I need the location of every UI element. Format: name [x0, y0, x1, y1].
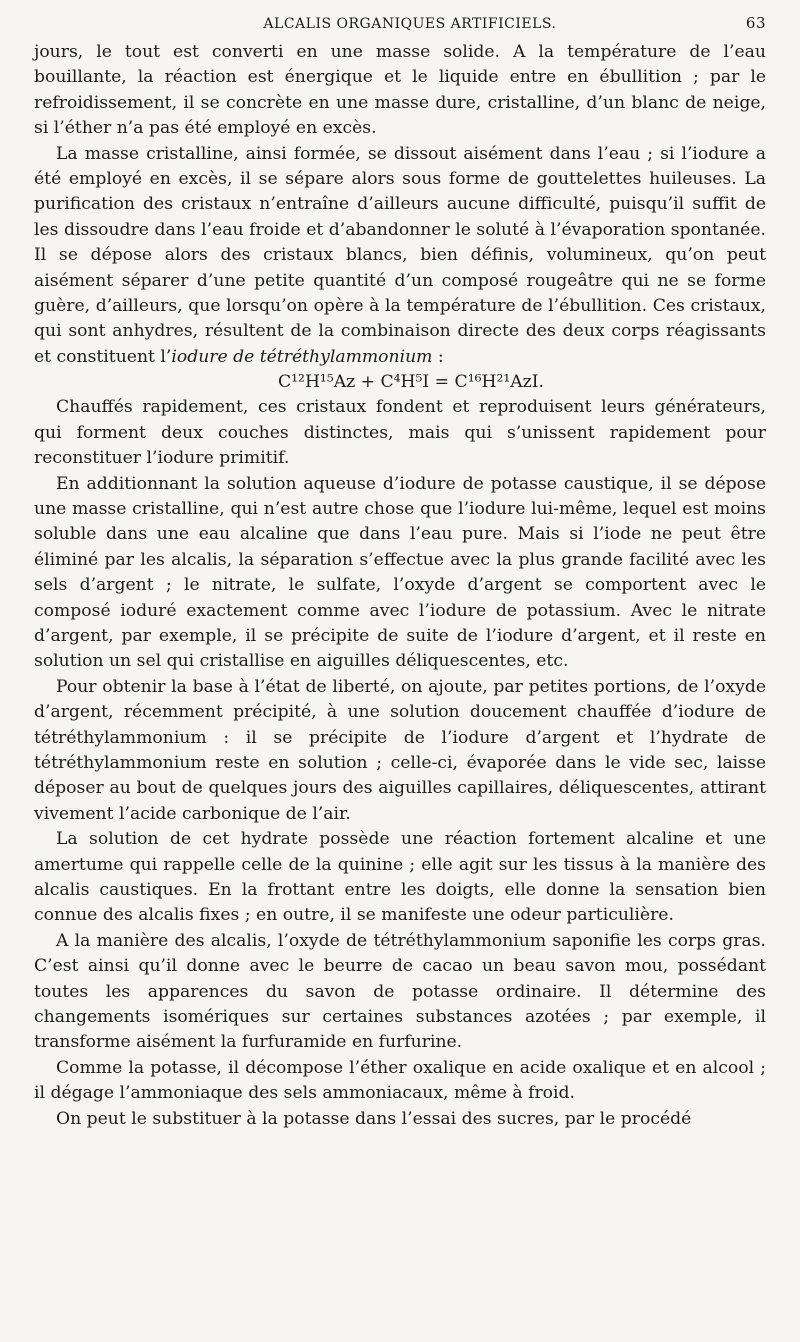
paragraph-oxalic: Comme la potasse, il décompose l’éther oxalique en acide oxalique et en alcool ; il dégage l’ammoniaque des sels ammoniacaux, même à froid. [34, 1057, 766, 1104]
paragraph-potash: En additionnant la solution aqueuse d’iodure de potasse caustique, il se dépose une masse cristalline, qui n’est autre chose que l’iodure lui-même, lequel est moins soluble dans une eau alcaline que dans l’eau pure. Mais si l’iode ne peut être éliminé par les alcalis, la séparation s’effectue avec la plus grande facilité avec les sels d’argent ; le nitrate, le sulfate, l’oxyde d’argent se comportent avec le composé ioduré exactement comme avec l’iodure de potassium. Avec le nitrate d’argent, par exemple, il se précipite de suite de l’iodure d’argent, et il reste en solution un sel qui cristallise en aiguilles déliquescentes, etc. [34, 473, 766, 672]
page-body [34, 40, 766, 1132]
running-header [34, 14, 766, 38]
paragraph-end: : [432, 346, 444, 367]
paragraph-free-base: Pour obtenir la base à l’état de liberté, on ajoute, par petites portions, de l’oxyde d’argent, récemment précipité, à une solution doucement chauffée d’iodure de tétréthylammonium : il se précipite de l’iodure d’argent et l’hydrate de tétréthylammonium reste en solution ; celle-ci, évaporée dans le vide sec, laisse déposer au bout de quelques jours des aiguilles capillaires, déliquescentes, attirant vivement l’acide carbonique de l’air. [34, 676, 766, 824]
chemical-formula: C¹²H¹⁵Az + C⁴H⁵I = C¹⁶H²¹AzI. [278, 372, 544, 393]
paragraph-alkaline: La solution de cet hydrate possède une réaction fortement alcaline et une amertume qui rappelle celle de la quinine ; elle agit sur les tissus à la manière des alcalis caustiques. En la frottant entre les doigts, elle donne la sensation bien connue des alcalis fixes ; en outre, il se manifeste une odeur particulière. [34, 829, 766, 926]
paragraph-heating: Chauffés rapidement, ces cristaux fondent et reproduisent leurs générateurs, qui forment deux couches distinctes, mais qui s’unissent rapidement pour reconstituer l’iodure primitif. [34, 397, 766, 469]
paragraph-crystals [34, 142, 766, 371]
article-text: l’ [160, 346, 172, 367]
running-title: ALCALIS ORGANIQUES ARTIFICIELS. [263, 16, 557, 32]
paragraph-saponify: A la manière des alcalis, l’oxyde de tétréthylammonium saponifie les corps gras. C’est ainsi qu’il donne avec le beurre de cacao un beau savon mou, possédant toutes les apparences du savon de potasse ordinaire. Il détermine des changements isomériques sur certaines substances azotées ; par exemple, il transforme aisément la furfuramide en furfurine. [34, 930, 766, 1053]
page-number: 63 [745, 14, 766, 32]
paragraph-continued: jours, le tout est converti en une masse solide. A la température de l’eau bouillante, la réaction est énergique et le liquide entre en ébullition ; par le refroidissement, il se concrète en une masse dure, cristalline, d’un blanc de neige, si l’éther n’a pas été employé en excès. [34, 42, 766, 139]
compound-name: iodure de tétréthylammonium [171, 346, 433, 367]
paragraph-sugars: On peut le substituer à la potasse dans l’essai des sucres, par le procédé [56, 1108, 692, 1129]
paragraph-text: La masse cristalline, ainsi formée, se dissout aisément dans l’eau ; si l’iodure a été employé en excès, il se sépare alors sous forme de gouttelettes huileuses. La purification des cristaux n’entraîne d’ailleurs aucune difficulté, puisqu’il suffit de les dissoudre dans l’eau froide et d’abandonner le soluté à l’évaporation spontanée. Il se dépose alors des cristaux blancs, bien définis, volumineux, qu’on peut aisément séparer d’une petite quantité d’un composé rougeâtre qui ne se forme guère, d’ailleurs, que lorsqu’on opère à la température de l’ébullition. Ces cristaux, qui sont anhydres, résultent de la combinaison directe des deux corps réagissants et constituent [34, 143, 766, 367]
